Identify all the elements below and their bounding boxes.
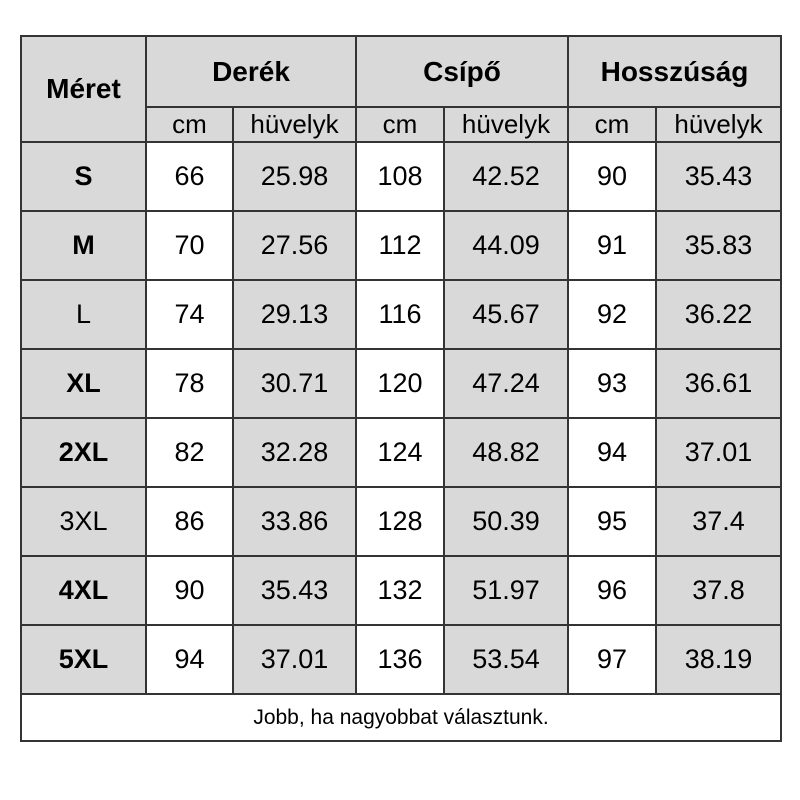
- cell-csipo-cm: 120: [356, 349, 444, 418]
- footer-row: [21, 694, 781, 741]
- cell-csipo-cm: 124: [356, 418, 444, 487]
- cell-hosszusag-cm: 92: [568, 280, 656, 349]
- cell-derek-huvelyk: 27.56: [233, 211, 356, 280]
- cell-hosszusag-huvelyk: 36.61: [656, 349, 781, 418]
- cell-csipo-cm: 136: [356, 625, 444, 694]
- cell-derek-huvelyk: 32.28: [233, 418, 356, 487]
- size-label: M: [21, 211, 146, 280]
- cell-hosszusag-huvelyk: 35.43: [656, 142, 781, 211]
- unit-header-waist-cm: cm: [146, 107, 233, 142]
- cell-derek-cm: 78: [146, 349, 233, 418]
- size-column-header: Méret: [21, 36, 146, 142]
- cell-csipo-huvelyk: 50.39: [444, 487, 568, 556]
- cell-hosszusag-huvelyk: 37.4: [656, 487, 781, 556]
- cell-csipo-cm: 128: [356, 487, 444, 556]
- unit-header-hip-inch: hüvelyk: [444, 107, 568, 142]
- cell-derek-cm: 94: [146, 625, 233, 694]
- cell-derek-cm: 74: [146, 280, 233, 349]
- unit-header-length-cm: cm: [568, 107, 656, 142]
- group-header-length: Hosszúság: [568, 36, 781, 107]
- cell-csipo-cm: 108: [356, 142, 444, 211]
- cell-derek-huvelyk: 33.86: [233, 487, 356, 556]
- cell-csipo-cm: 116: [356, 280, 444, 349]
- cell-csipo-cm: 112: [356, 211, 444, 280]
- cell-derek-huvelyk: 30.71: [233, 349, 356, 418]
- group-header-hip: Csípő: [356, 36, 568, 107]
- unit-header-length-inch: hüvelyk: [656, 107, 781, 142]
- cell-hosszusag-cm: 90: [568, 142, 656, 211]
- unit-header-hip-cm: cm: [356, 107, 444, 142]
- cell-derek-cm: 90: [146, 556, 233, 625]
- cell-csipo-huvelyk: 44.09: [444, 211, 568, 280]
- cell-hosszusag-huvelyk: 37.01: [656, 418, 781, 487]
- footer-note: Jobb, ha nagyobbat választunk.: [21, 694, 781, 741]
- cell-hosszusag-huvelyk: 35.83: [656, 211, 781, 280]
- unit-header-waist-inch: hüvelyk: [233, 107, 356, 142]
- size-label: 4XL: [21, 556, 146, 625]
- size-label: 2XL: [21, 418, 146, 487]
- cell-hosszusag-cm: 93: [568, 349, 656, 418]
- table-row: [21, 142, 781, 211]
- size-rows: [21, 142, 781, 694]
- cell-csipo-huvelyk: 53.54: [444, 625, 568, 694]
- cell-csipo-huvelyk: 45.67: [444, 280, 568, 349]
- cell-hosszusag-cm: 94: [568, 418, 656, 487]
- size-label: 3XL: [21, 487, 146, 556]
- table-row: [21, 487, 781, 556]
- table-footer: [21, 694, 781, 741]
- size-label: XL: [21, 349, 146, 418]
- cell-csipo-huvelyk: 51.97: [444, 556, 568, 625]
- cell-derek-cm: 70: [146, 211, 233, 280]
- size-label: L: [21, 280, 146, 349]
- cell-derek-huvelyk: 25.98: [233, 142, 356, 211]
- cell-derek-cm: 66: [146, 142, 233, 211]
- table-row: [21, 625, 781, 694]
- cell-csipo-huvelyk: 47.24: [444, 349, 568, 418]
- cell-csipo-huvelyk: 48.82: [444, 418, 568, 487]
- cell-hosszusag-huvelyk: 36.22: [656, 280, 781, 349]
- cell-derek-huvelyk: 35.43: [233, 556, 356, 625]
- group-header-row: [21, 36, 781, 107]
- cell-hosszusag-cm: 96: [568, 556, 656, 625]
- table-row: [21, 211, 781, 280]
- table-row: [21, 556, 781, 625]
- cell-csipo-huvelyk: 42.52: [444, 142, 568, 211]
- cell-hosszusag-cm: 95: [568, 487, 656, 556]
- size-label: 5XL: [21, 625, 146, 694]
- cell-csipo-cm: 132: [356, 556, 444, 625]
- cell-hosszusag-cm: 91: [568, 211, 656, 280]
- cell-derek-huvelyk: 29.13: [233, 280, 356, 349]
- table-header: [21, 36, 781, 142]
- table-row: [21, 280, 781, 349]
- cell-hosszusag-huvelyk: 37.8: [656, 556, 781, 625]
- size-chart-table: [20, 35, 782, 742]
- cell-hosszusag-huvelyk: 38.19: [656, 625, 781, 694]
- cell-derek-cm: 82: [146, 418, 233, 487]
- cell-derek-cm: 86: [146, 487, 233, 556]
- cell-derek-huvelyk: 37.01: [233, 625, 356, 694]
- size-label: S: [21, 142, 146, 211]
- table-row: [21, 418, 781, 487]
- group-header-waist: Derék: [146, 36, 356, 107]
- table-row: [21, 349, 781, 418]
- cell-hosszusag-cm: 97: [568, 625, 656, 694]
